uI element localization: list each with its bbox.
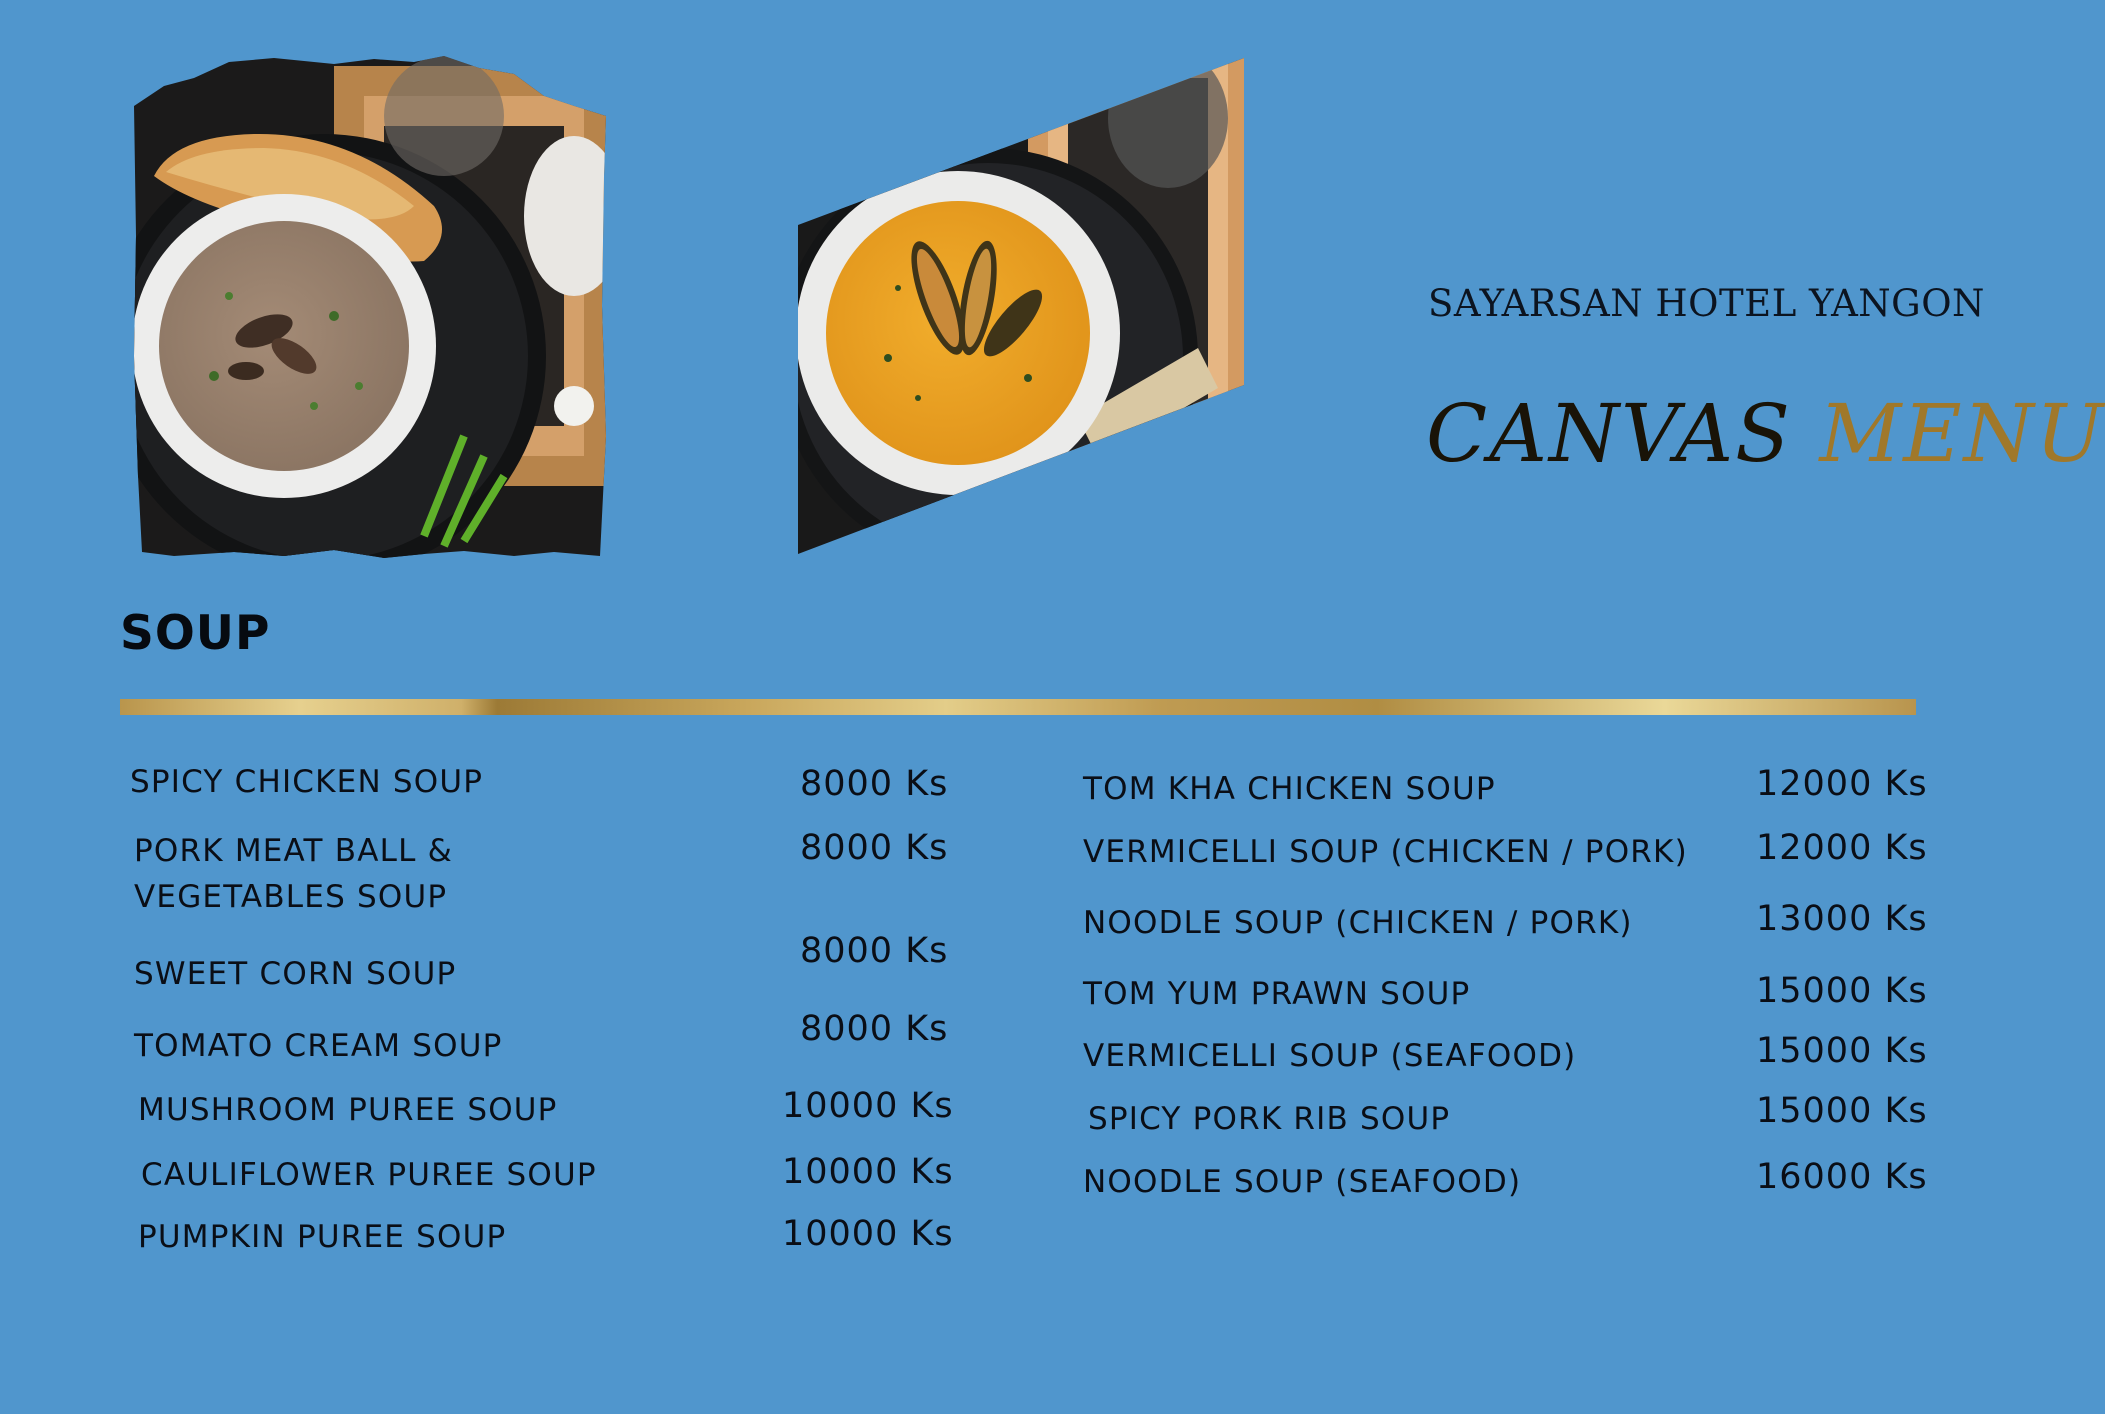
menu-item-price: 10000 Ks — [782, 1152, 954, 1192]
menu-item-price: 8000 Ks — [800, 828, 949, 868]
menu-title-word-canvas: CANVAS — [1426, 387, 1792, 480]
mushroom-soup-photo — [134, 56, 606, 558]
menu-item-name-line2: VEGETABLES SOUP — [134, 879, 448, 915]
menu-item-name: PUMPKIN PUREE SOUP — [138, 1219, 507, 1255]
hotel-name: SAYARSAN HOTEL YANGON — [1428, 282, 1985, 325]
menu-item-name: TOM YUM PRAWN SOUP — [1083, 976, 1471, 1012]
menu-title — [1426, 387, 2105, 480]
menu-item-name: TOMATO CREAM SOUP — [134, 1028, 503, 1064]
menu-item-price: 10000 Ks — [782, 1214, 954, 1254]
menu-item-price: 10000 Ks — [782, 1086, 954, 1126]
menu-item-price: 15000 Ks — [1756, 1091, 1928, 1131]
menu-item-price: 8000 Ks — [800, 764, 949, 804]
menu-item-name: TOM KHA CHICKEN SOUP — [1083, 771, 1496, 807]
menu-item-price: 15000 Ks — [1756, 1031, 1928, 1071]
menu-item-price: 8000 Ks — [800, 931, 949, 971]
menu-item-name: CAULIFLOWER PUREE SOUP — [141, 1157, 597, 1193]
pumpkin-soup-photo — [798, 58, 1244, 554]
menu-item-name: MUSHROOM PUREE SOUP — [138, 1092, 558, 1128]
menu-title-word-menu: MENU — [1819, 387, 2105, 480]
menu-item-name: PORK MEAT BALL & — [134, 833, 453, 869]
section-heading: SOUP — [120, 606, 271, 661]
menu-item-name: SPICY PORK RIB SOUP — [1088, 1101, 1451, 1137]
menu-item-name: SPICY CHICKEN SOUP — [130, 764, 484, 800]
menu-item-price: 16000 Ks — [1756, 1157, 1928, 1197]
menu-item-price: 8000 Ks — [800, 1009, 949, 1049]
menu-item-price: 13000 Ks — [1756, 899, 1928, 939]
menu-item-name: SWEET CORN SOUP — [134, 956, 457, 992]
menu-item-name: NOODLE SOUP (CHICKEN / PORK) — [1083, 905, 1633, 941]
menu-item-name: VERMICELLI SOUP (CHICKEN / PORK) — [1083, 834, 1688, 870]
menu-item-name: VERMICELLI SOUP (SEAFOOD) — [1083, 1038, 1577, 1074]
menu-item-name: NOODLE SOUP (SEAFOOD) — [1083, 1164, 1522, 1200]
gold-divider — [120, 699, 1916, 715]
menu-item-price: 15000 Ks — [1756, 971, 1928, 1011]
menu-item-price: 12000 Ks — [1756, 764, 1928, 804]
menu-item-price: 12000 Ks — [1756, 828, 1928, 868]
